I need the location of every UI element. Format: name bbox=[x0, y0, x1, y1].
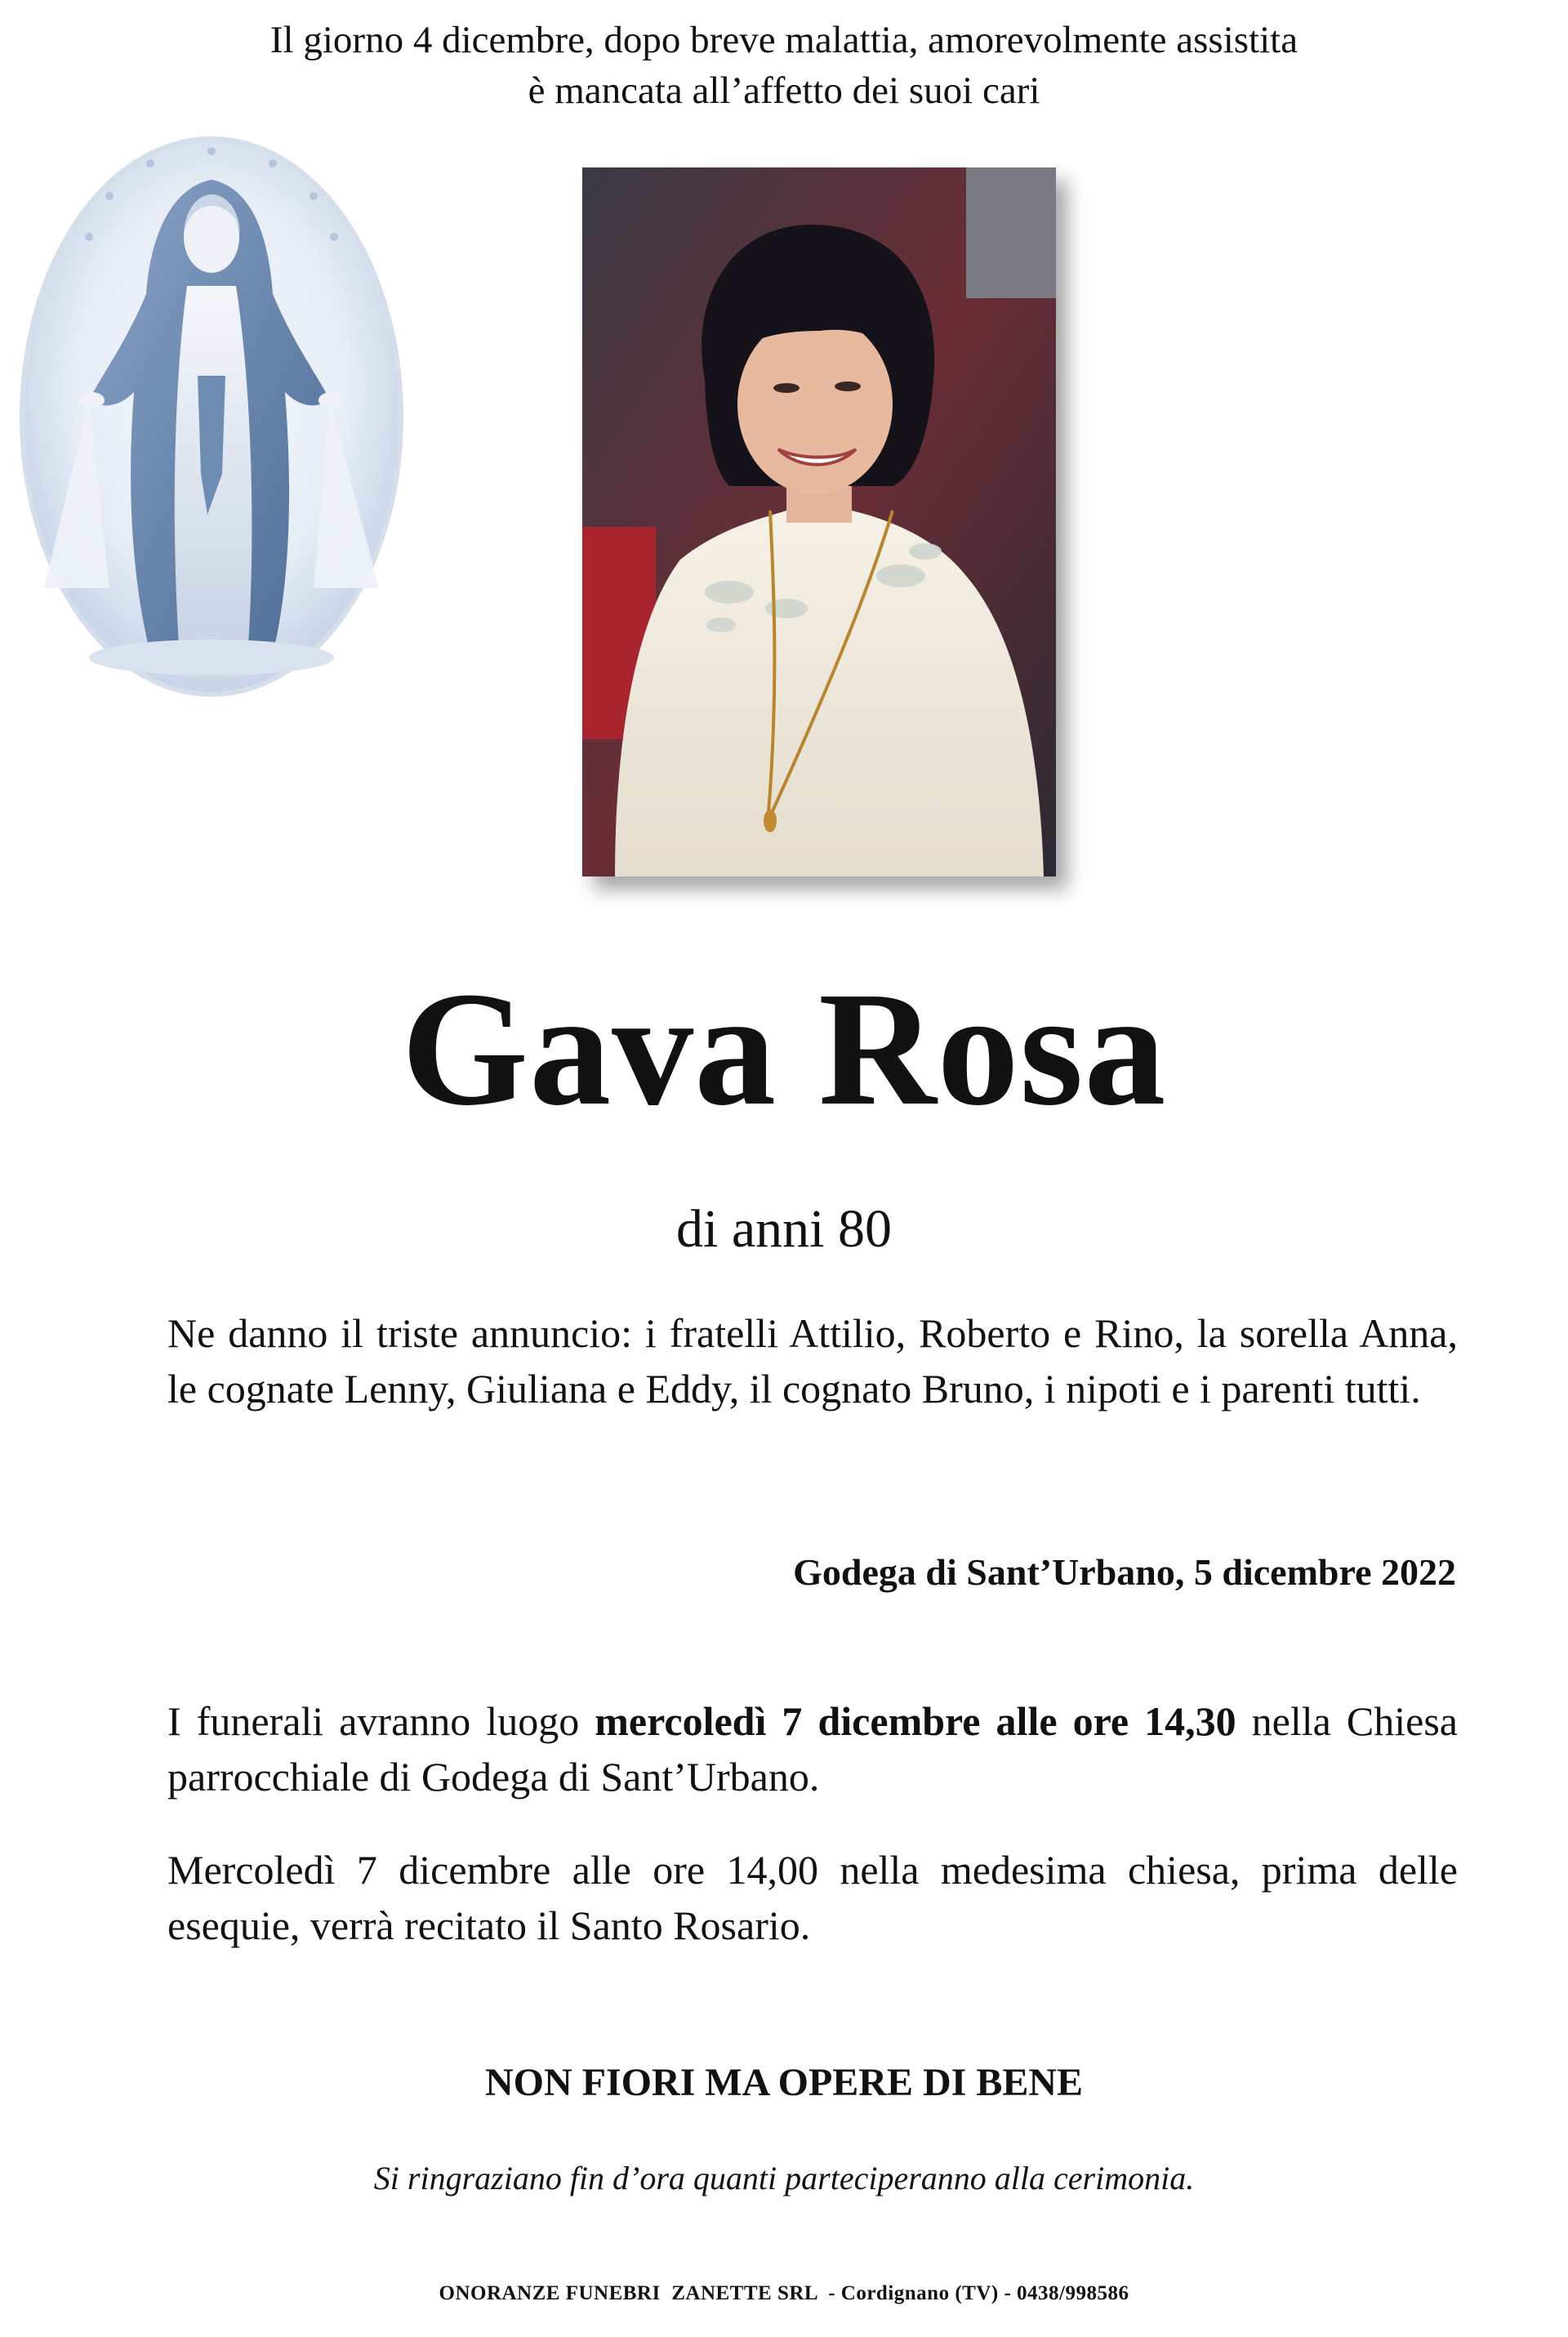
funeral-date-time: mercoledì 7 dicembre alle ore 14,30 bbox=[595, 1698, 1236, 1744]
flowers-request: NON FIORI MA OPERE DI BENE bbox=[484, 2061, 1084, 2104]
thanks-note: Si ringraziano fin d’ora quanti parteciperanno alla cerimonia. bbox=[373, 2160, 1195, 2197]
portrait-photo bbox=[582, 167, 1056, 876]
intro-text bbox=[0, 15, 1568, 116]
funeral-paragraph bbox=[167, 1693, 1458, 1804]
funeral-text-start: I funerali avranno luogo bbox=[167, 1698, 595, 1744]
madonna-image bbox=[11, 131, 412, 702]
announcement-paragraph: Ne danno il triste annuncio: i fratelli Attilio, Roberto e Rino, la sorella Anna, le cognate Lenny, Giuliana e Eddy, il cognato Bruno, i nipoti e i parenti tutti. bbox=[167, 1310, 1458, 1412]
deceased-age: di anni 80 bbox=[676, 1199, 892, 1259]
funeral-text-end: nella Chiesa parrocchiale di Godega di Sant’Urbano. bbox=[167, 1698, 1458, 1800]
funeral-home-footer: ONORANZE FUNEBRI ZANETTE SRL - Cordignano (TV) - 0438/998586 bbox=[439, 2282, 1129, 2304]
rosary-paragraph: Mercoledì 7 dicembre alle ore 14,00 nella medesima chiesa, prima delle esequie, verrà recitato il Santo Rosario. bbox=[167, 1847, 1458, 1948]
deceased-name: Gava Rosa bbox=[401, 959, 1167, 1140]
place-date: Godega di Sant’Urbano, 5 dicembre 2022 bbox=[793, 1551, 1456, 1593]
intro-line-2: è mancata all’affetto dei suoi cari bbox=[528, 69, 1040, 112]
intro-line-1: Il giorno 4 dicembre, dopo breve malattia, amorevolmente assistita bbox=[270, 19, 1298, 61]
